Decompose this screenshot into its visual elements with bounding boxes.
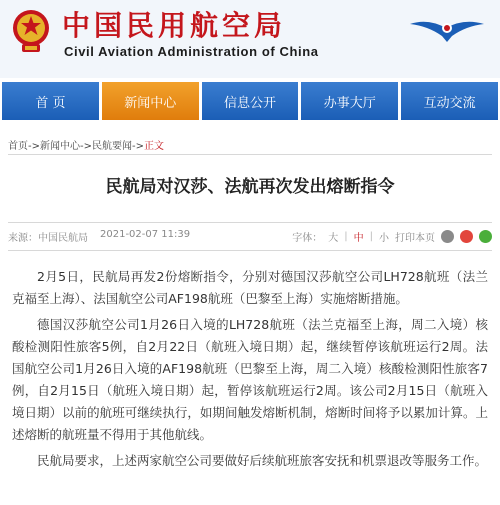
share-icon[interactable] (441, 230, 454, 243)
font-size-small[interactable]: 小 (379, 232, 389, 244)
article-meta (8, 226, 492, 246)
breadcrumb-separator: -> (28, 141, 40, 152)
nav-item-news-center[interactable]: 新闻中心 (102, 82, 199, 120)
divider (8, 222, 492, 223)
font-size-separator: | (369, 230, 373, 242)
site-title-cn: 中国民用航空局 (62, 9, 287, 42)
article-paragraph: 民航局要求，上述两家航空公司要做好后续航班旅客安抚和机票退改等服务工作。 (37, 453, 488, 468)
font-size-medium[interactable]: 中 (353, 232, 364, 244)
article-title: 民航局对汉莎、法航再次发出熔断指令 (105, 177, 395, 197)
breadcrumb-separator: -> (132, 141, 144, 152)
article-paragraph: 2月5日，民航局再发2份熔断指令，分别对德国汉莎航空公司LH728航班（法兰克福至上海）、法国航空公司AF198航班（巴黎至上海）实施熔断措施。 (12, 269, 488, 306)
article-date: 2021-02-07 11:39 (100, 228, 191, 240)
main-nav (0, 82, 500, 120)
nav-item-home[interactable]: 首 页 (2, 82, 99, 120)
article-source: 来源：中国民航局 (8, 232, 88, 244)
site-title-en: Civil Aviation Administration of China (64, 44, 319, 59)
breadcrumb-news-center[interactable]: 新闻中心 (40, 141, 80, 152)
nav-item-info-disclosure[interactable]: 信息公开 (202, 82, 299, 120)
breadcrumb-separator: -> (80, 141, 92, 152)
nav-item-service-hall[interactable]: 办事大厅 (301, 82, 398, 120)
national-emblem-icon (10, 8, 52, 54)
breadcrumb-civil-news[interactable]: 民航要闻 (92, 141, 132, 152)
article-body (12, 266, 488, 476)
font-size-large[interactable]: 大 (328, 232, 339, 244)
divider (8, 250, 492, 251)
print-page-link[interactable]: 打印本页 (395, 232, 435, 244)
breadcrumb-current: 正文 (144, 141, 164, 152)
divider (8, 154, 492, 155)
weibo-icon[interactable] (460, 230, 473, 243)
font-size-label: 字体： (292, 232, 323, 244)
article-paragraph: 德国汉莎航空公司1月26日入境的LH728航班（法兰克福至上海，周二入境）核酸检测阳性旅客5例，自2月22日（航班入境日期）起，继续暂停该航班运行2周。法国航空公司1月26日入境的AF198航班（巴黎至上海，周二入境）核酸检测阳性旅客7例，自2月15日（航班入境日期）起，暂停该航班运行2周。该公司2月15日（航班入境日期）以前的航班可继续执行，如期间触发熔断机制，熔断时间将予以累加计算。上述熔断的航班量不得用于其他航线。 (12, 317, 488, 442)
nav-item-interaction[interactable]: 互动交流 (401, 82, 498, 120)
font-size-separator: | (344, 230, 348, 242)
breadcrumb-home[interactable]: 首页 (8, 141, 28, 152)
caac-wings-logo-icon (408, 14, 486, 46)
breadcrumb (8, 137, 164, 152)
site-header (0, 0, 500, 78)
wechat-icon[interactable] (479, 230, 492, 243)
